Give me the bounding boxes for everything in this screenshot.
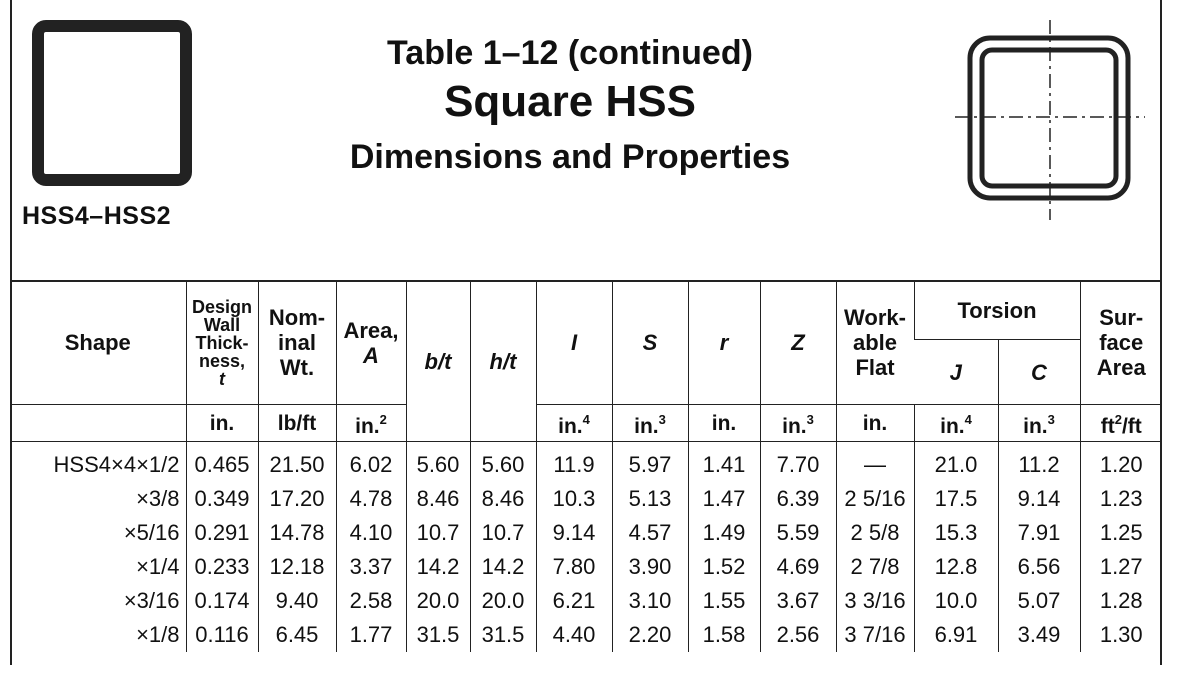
col-area: Area, A [336, 281, 406, 405]
table-row [10, 618, 1162, 652]
table-row [10, 442, 1162, 483]
cell-J: 12.8 [914, 550, 998, 584]
table-subtitle: Dimensions and Properties [349, 138, 791, 176]
cell-flat: 2 5/8 [836, 516, 914, 550]
cell-ht: 14.2 [470, 550, 536, 584]
cell-S: 2.20 [612, 618, 688, 652]
cell-Z: 7.70 [760, 442, 836, 483]
title-block [240, 32, 900, 180]
cell-Z: 6.39 [760, 482, 836, 516]
cell-I: 10.3 [536, 482, 612, 516]
properties-table [10, 281, 1162, 652]
col-nominal-weight: Nom- inal Wt. [258, 281, 336, 405]
col-surface-area: Sur- face Area [1080, 281, 1162, 405]
cell-shape: ×5/16 [123, 520, 180, 545]
col-J: J [914, 340, 998, 405]
cell-ht: 31.5 [470, 618, 536, 652]
cell-J: 6.91 [914, 618, 998, 652]
unit-r: in. [688, 405, 760, 442]
cell-flat: 2 7/8 [836, 550, 914, 584]
square-section-icon [32, 20, 192, 186]
cell-wt: 12.18 [258, 550, 336, 584]
cell-flat: 3 7/16 [836, 618, 914, 652]
cell-r: 1.49 [688, 516, 760, 550]
cell-r: 1.55 [688, 584, 760, 618]
cell-t: 0.465 [186, 442, 258, 483]
hss-cross-section-icon [950, 20, 1150, 220]
cell-surf: 1.23 [1080, 482, 1162, 516]
unit-J: in.$^4$ [914, 405, 998, 442]
unit-Z: in.$^3$ [760, 405, 836, 442]
cell-t: 0.174 [186, 584, 258, 618]
cell-S: 4.57 [612, 516, 688, 550]
unit-shape-blank [10, 405, 186, 442]
cell-I: 11.9 [536, 442, 612, 483]
cell-r: 1.52 [688, 550, 760, 584]
col-S: S [612, 281, 688, 405]
cell-shape: ×3/8 [136, 486, 180, 511]
cell-bt: 5.60 [406, 442, 470, 483]
cell-surf: 1.25 [1080, 516, 1162, 550]
cell-area: 1.77 [336, 618, 406, 652]
col-shape: Shape [10, 281, 186, 405]
cell-surf: 1.30 [1080, 618, 1162, 652]
cell-flat: 3 3/16 [836, 584, 914, 618]
cell-Z: 3.67 [760, 584, 836, 618]
col-Z: Z [760, 281, 836, 405]
range-label: HSS4–HSS2 [22, 202, 172, 230]
col-torsion: Torsion [914, 281, 1080, 340]
cell-Z: 2.56 [760, 618, 836, 652]
cell-ht: 20.0 [470, 584, 536, 618]
table-title: Square HSS [444, 77, 696, 126]
cell-bt: 31.5 [406, 618, 470, 652]
cell-J: 21.0 [914, 442, 998, 483]
cell-I: 6.21 [536, 584, 612, 618]
cell-r: 1.41 [688, 442, 760, 483]
col-C: C [998, 340, 1080, 405]
cell-t: 0.291 [186, 516, 258, 550]
table-number: Table 1–12 (continued) [387, 34, 753, 72]
cell-C: 7.91 [998, 516, 1080, 550]
unit-flat: in. [836, 405, 914, 442]
cell-S: 3.90 [612, 550, 688, 584]
cell-J: 15.3 [914, 516, 998, 550]
cell-Z: 4.69 [760, 550, 836, 584]
cell-C: 3.49 [998, 618, 1080, 652]
cell-C: 5.07 [998, 584, 1080, 618]
cell-bt: 8.46 [406, 482, 470, 516]
cell-I: 7.80 [536, 550, 612, 584]
cell-shape: ×1/4 [136, 554, 180, 579]
cell-wt: 6.45 [258, 618, 336, 652]
cell-J: 10.0 [914, 584, 998, 618]
cell-J: 17.5 [914, 482, 998, 516]
cell-r: 1.47 [688, 482, 760, 516]
cell-area: 2.58 [336, 584, 406, 618]
table-row [10, 550, 1162, 584]
cell-shape: ×3/16 [123, 588, 180, 613]
cell-S: 5.13 [612, 482, 688, 516]
unit-wt: lb/ft [258, 405, 336, 442]
cell-t: 0.233 [186, 550, 258, 584]
cell-C: 9.14 [998, 482, 1080, 516]
unit-t: in. [186, 405, 258, 442]
cell-S: 3.10 [612, 584, 688, 618]
cell-wt: 17.20 [258, 482, 336, 516]
cell-wt: 14.78 [258, 516, 336, 550]
unit-S: in.$^3$ [612, 405, 688, 442]
cell-t: 0.116 [186, 618, 258, 652]
unit-area: in.$^2$ [336, 405, 406, 442]
unit-C: in.$^3$ [998, 405, 1080, 442]
col-b-over-t: b/t [406, 281, 470, 442]
col-h-over-t: h/t [470, 281, 536, 442]
cell-bt: 20.0 [406, 584, 470, 618]
unit-I: in.$^4$ [536, 405, 612, 442]
cell-bt: 10.7 [406, 516, 470, 550]
cell-r: 1.58 [688, 618, 760, 652]
col-I: I [536, 281, 612, 405]
cell-bt: 14.2 [406, 550, 470, 584]
cell-I: 9.14 [536, 516, 612, 550]
cell-S: 5.97 [612, 442, 688, 483]
col-workable-flat: Work- able Flat [836, 281, 914, 405]
cell-ht: 8.46 [470, 482, 536, 516]
table-row [10, 584, 1162, 618]
cell-I: 4.40 [536, 618, 612, 652]
cell-area: 4.78 [336, 482, 406, 516]
cell-surf: 1.27 [1080, 550, 1162, 584]
cell-area: 3.37 [336, 550, 406, 584]
cell-shape: HSS4×4×1/2 [53, 452, 180, 477]
cell-wt: 9.40 [258, 584, 336, 618]
col-wall-thickness: Design Wall Thick- ness, t [186, 281, 258, 405]
table-row [10, 482, 1162, 516]
cell-C: 11.2 [998, 442, 1080, 483]
cell-flat: 2 5/16 [836, 482, 914, 516]
cell-surf: 1.20 [1080, 442, 1162, 483]
unit-surface: $ft^2/ft$ [1080, 405, 1162, 442]
cell-area: 6.02 [336, 442, 406, 483]
cell-wt: 21.50 [258, 442, 336, 483]
cell-flat: — [836, 442, 914, 483]
cell-surf: 1.28 [1080, 584, 1162, 618]
table-row [10, 516, 1162, 550]
cell-t: 0.349 [186, 482, 258, 516]
cell-ht: 10.7 [470, 516, 536, 550]
cell-C: 6.56 [998, 550, 1080, 584]
table-body [10, 442, 1162, 653]
cell-Z: 5.59 [760, 516, 836, 550]
col-r: r [688, 281, 760, 405]
cell-shape: ×1/8 [136, 622, 180, 647]
cell-ht: 5.60 [470, 442, 536, 483]
cell-area: 4.10 [336, 516, 406, 550]
